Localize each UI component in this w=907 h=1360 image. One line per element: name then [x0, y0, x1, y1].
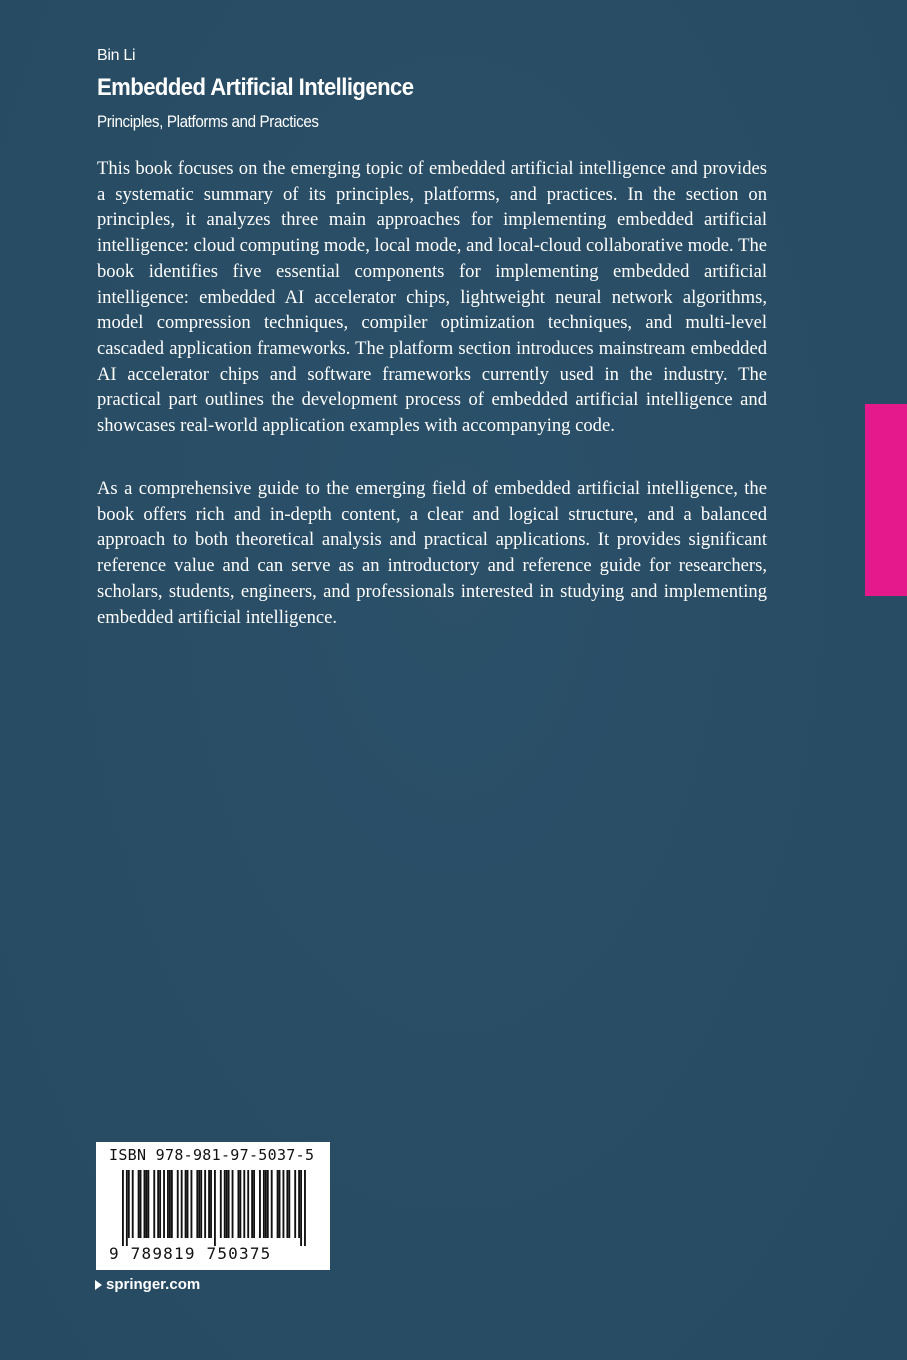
- barcode-bar: [196, 1170, 198, 1238]
- barcode-bar: [163, 1170, 165, 1238]
- barcode-bar: [126, 1170, 128, 1246]
- barcode-bar: [226, 1170, 228, 1238]
- barcode-bar: [208, 1170, 210, 1238]
- isbn-barcode: [96, 1142, 330, 1270]
- barcode-bar: [286, 1170, 288, 1238]
- book-subtitle: Principles, Platforms and Practices: [97, 113, 319, 131]
- barcode-bar: [210, 1170, 212, 1238]
- barcode-bar: [177, 1170, 179, 1238]
- barcode-bar: [251, 1170, 253, 1238]
- barcode-bar: [167, 1170, 169, 1238]
- barcode-digits: 9 789819 750375: [109, 1244, 272, 1263]
- barcode-bar: [239, 1170, 241, 1238]
- barcode-bar: [247, 1170, 249, 1238]
- isbn-label: ISBN 978-981-97-5037-5: [109, 1146, 315, 1164]
- barcode-bar: [138, 1170, 140, 1238]
- barcode-bar: [214, 1170, 216, 1246]
- barcode-bar: [283, 1170, 285, 1238]
- description-paragraph-2: As a comprehensive guide to the emerging field of embedded artificial intelligence, the book offers rich and in-depth content, a clear and logical structure, and a balanced approach to both theoretical analysis and practical applications. It provides significant reference value and can serve as an introductory and reference guide for researchers, scholars, students, engineers, and professionals interested in studying and implementing embedded artificial intelligence.: [97, 478, 767, 628]
- barcode-bar: [204, 1170, 206, 1238]
- publisher-link[interactable]: [95, 1276, 200, 1293]
- barcode-bar: [220, 1170, 222, 1238]
- barcode-bar: [157, 1170, 159, 1238]
- barcode-bar: [191, 1170, 193, 1238]
- barcode-bar: [153, 1170, 155, 1238]
- barcode-bar: [224, 1170, 226, 1238]
- barcode-bar: [294, 1170, 296, 1238]
- barcode-bar: [169, 1170, 171, 1238]
- barcode-bar: [288, 1170, 290, 1238]
- publisher-link-text: springer.com: [106, 1276, 201, 1293]
- barcode-bar: [253, 1170, 255, 1238]
- barcode-bar: [267, 1170, 269, 1238]
- barcode-bar: [122, 1170, 124, 1246]
- barcode-bar: [147, 1170, 149, 1238]
- barcode-bar: [181, 1170, 183, 1238]
- barcode-bar: [304, 1170, 306, 1246]
- barcode-bar: [259, 1170, 261, 1238]
- barcode-bar: [145, 1170, 147, 1238]
- color-tab: [865, 404, 907, 596]
- barcode-bar: [298, 1170, 300, 1238]
- barcode-bar: [300, 1170, 302, 1246]
- barcode-bar: [185, 1170, 187, 1238]
- barcode-bar: [171, 1170, 173, 1238]
- barcode-bar: [159, 1170, 161, 1238]
- barcode-bar: [187, 1170, 189, 1238]
- arrow-right-icon: [95, 1280, 102, 1290]
- barcode-bar: [198, 1170, 200, 1238]
- barcode-bar: [128, 1170, 130, 1238]
- barcode-bar: [265, 1170, 267, 1238]
- author-name: Bin Li: [97, 47, 136, 64]
- barcode-bar: [243, 1170, 245, 1238]
- book-title: Embedded Artificial Intelligence: [97, 74, 414, 101]
- barcode-bar: [144, 1170, 146, 1238]
- barcode-bar: [228, 1170, 230, 1238]
- barcode-bar: [279, 1170, 281, 1238]
- barcode-bar: [263, 1170, 265, 1238]
- barcode-bar: [232, 1170, 234, 1238]
- barcode-bar: [271, 1170, 273, 1238]
- barcode-bar: [277, 1170, 279, 1238]
- barcode-bar: [132, 1170, 134, 1238]
- barcode-bar: [237, 1170, 239, 1238]
- barcode-bar: [140, 1170, 142, 1238]
- barcode-bar: [200, 1170, 202, 1238]
- description-paragraph-1: This book focuses on the emerging topic of embedded artificial intelligence and provides a systematic summary of its principles, platforms, and practices. In the section on principles, it analyzes three main approaches for implementing embedded artificial intelligence: cloud computing mode, local mode, and local-cloud collaborative mode. The book identifies five essential components for implementing embedded artificial intelligence: embedded AI accelerator chips, lightweight neural network algorithms, model compression techniques, compiler optimization techniques, and multi-level cascaded application frameworks. The platform section introduces mainstream embedded AI accelerator chips and software frameworks currently used in the industry. The practical part outlines the development process of embedded artificial intelligence and showcases real-world application examples with accompanying code.: [97, 158, 767, 437]
